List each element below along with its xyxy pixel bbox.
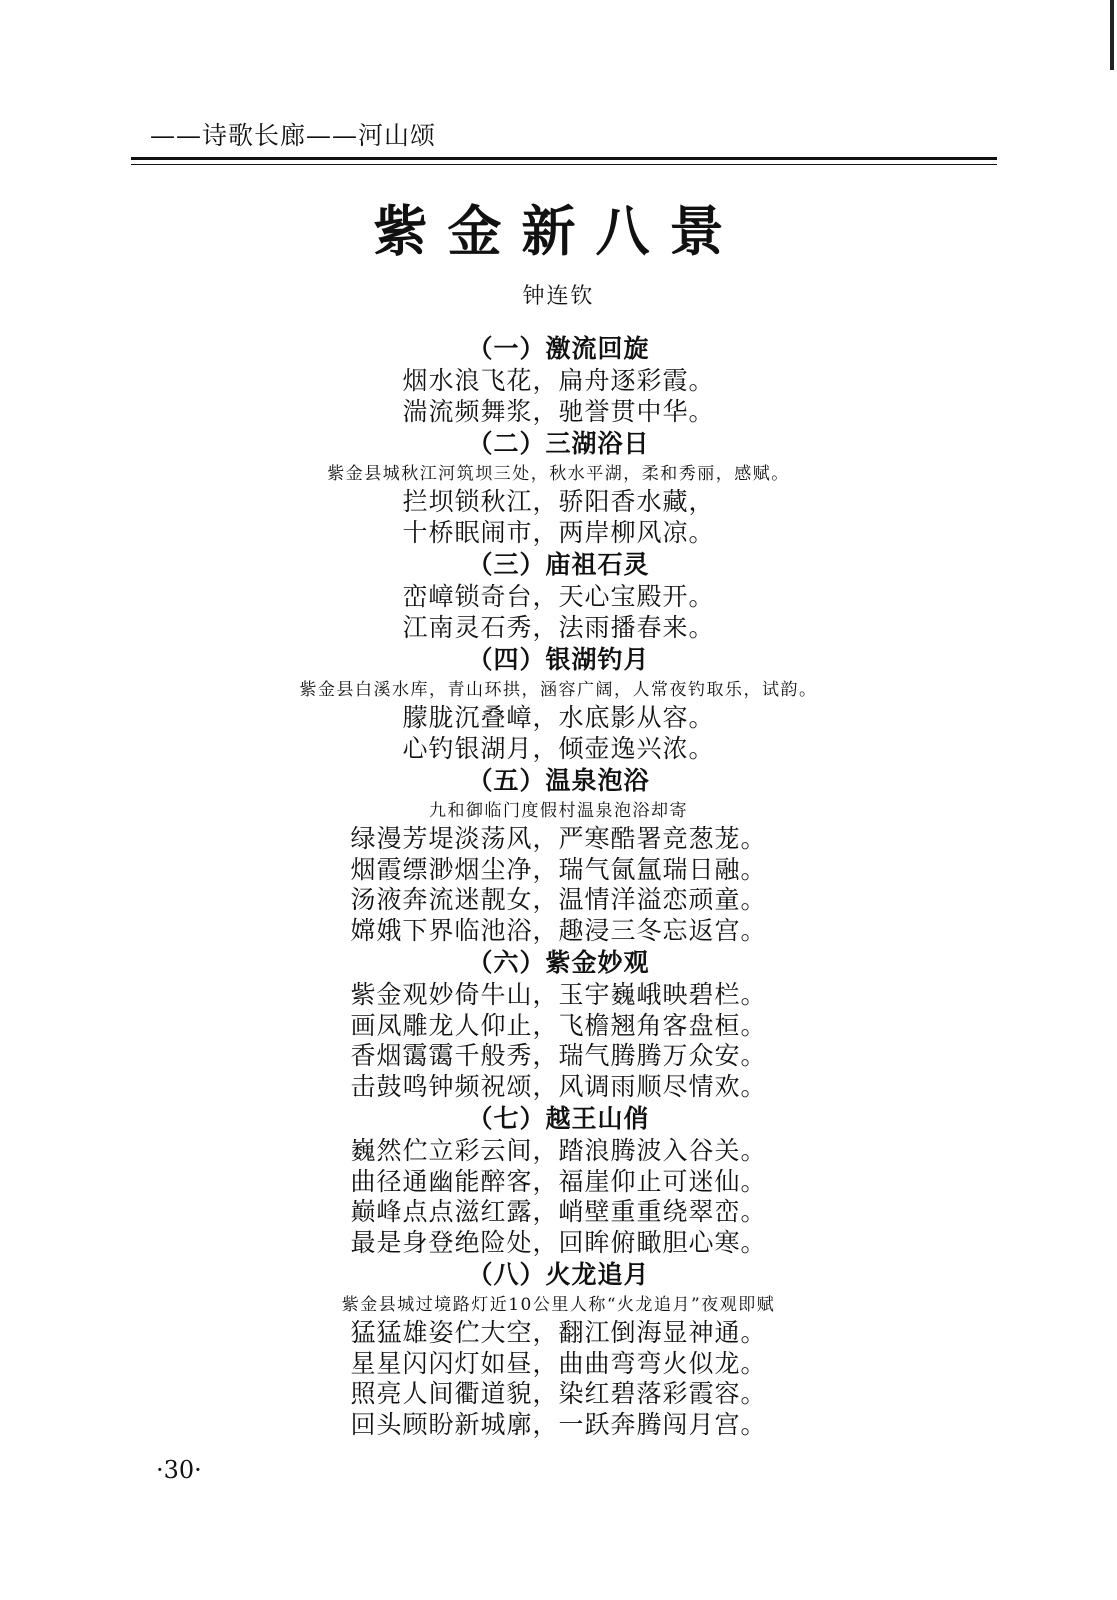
poem-section (0, 548, 1117, 643)
poem-section (0, 427, 1117, 548)
verse-line: 烟水浪飞花，扁舟逐彩霞。 (402, 366, 715, 395)
poem-section (0, 1102, 1117, 1258)
verse-line: 江南灵石秀，法雨播春来。 (402, 612, 715, 642)
verse-line: 最是身登绝险处，回眸俯瞰胆心寒。 (350, 1227, 767, 1257)
verse-line: 绿漫芳堤淡荡风，严寒酷署竞葱茏。 (350, 824, 767, 853)
running-head: ——诗歌长廊——河山颂 (150, 121, 437, 150)
verse-line: 拦坝锁秋江，骄阳香水藏， (402, 487, 715, 516)
verse-line: 照亮人间衢道貌，染红碧落彩霞容。 (350, 1379, 767, 1408)
section-note: 紫金县城过境路灯近10公里人称“火龙追月”夜观即赋 (341, 1295, 776, 1315)
verse-line: 紫金观妙倚牛山，玉宇巍峨映碧栏。 (350, 980, 767, 1009)
verse-line: 巅峰点点滋红露，峭壁重重绕翠峦。 (350, 1197, 767, 1226)
poem-section (0, 332, 1117, 427)
verse-line: 汤液奔流迷靓女，温情洋溢恋顽童。 (350, 885, 767, 914)
page-number: ·30· (156, 1456, 202, 1484)
verse-line: 画凤雕龙人仰止，飞檐翘角客盘桓。 (350, 1010, 767, 1040)
verse-line: 湍流频舞浆，驰誉贯中华。 (402, 396, 715, 426)
verse-line: 击鼓鸣钟频祝颂，风调雨顺尽情欢。 (350, 1071, 767, 1101)
section-heading: （一）激流回旋 (467, 334, 650, 363)
verse-line: 香烟霭霭千般秀，瑞气腾腾万众安。 (350, 1041, 767, 1070)
section-heading: （七）越王山俏 (467, 1104, 650, 1133)
verse-line: 峦嶂锁奇台，天心宝殿开。 (402, 582, 715, 611)
poem-section (0, 764, 1117, 946)
section-heading: （五）温泉泡浴 (467, 766, 650, 795)
verse-line: 巍然伫立彩云间，踏浪腾波入谷关。 (350, 1136, 767, 1165)
scan-edge-mark (1110, 0, 1114, 70)
section-note: 紫金县白溪水库，青山环拱，涵容广阔，人常夜钓取乐，试韵。 (299, 680, 818, 700)
section-heading: （六）紫金妙观 (467, 948, 650, 977)
verse-line: 心钓银湖月，倾壶逸兴浓。 (402, 733, 715, 763)
section-heading: （二）三湖浴日 (467, 429, 650, 458)
section-note: 紫金县城秋江河筑坝三处，秋水平湖，柔和秀丽，感赋。 (327, 464, 790, 484)
verse-line: 曲径通幽能醉客，福崖仰止可迷仙。 (350, 1166, 767, 1196)
header-rule-thick (131, 157, 997, 160)
poem-section (0, 1258, 1117, 1440)
poem-body (0, 332, 1117, 1440)
section-heading: （三）庙祖石灵 (467, 550, 650, 579)
verse-line: 嫦娥下界临池浴，趣浸三冬忘返宫。 (350, 915, 767, 945)
section-heading: （四）银湖钓月 (467, 645, 650, 674)
verse-line: 回头顾盼新城廓，一跃奔腾闯月宫。 (350, 1409, 767, 1439)
verse-line: 猛猛雄姿伫大空，翻江倒海显神通。 (350, 1318, 767, 1347)
verse-line: 朦胧沉叠嶂，水底影从容。 (402, 703, 715, 732)
author-name: 钟连钦 (522, 284, 595, 309)
poem-title: 紫金新八景 (373, 200, 744, 263)
verse-line: 烟霞缥渺烟尘净，瑞气氤氲瑞日融。 (350, 854, 767, 884)
verse-line: 星星闪闪灯如昼，曲曲弯弯火似龙。 (350, 1348, 767, 1378)
poem-section (0, 643, 1117, 764)
verse-line: 十桥眠闹市，两岸柳风凉。 (402, 517, 715, 547)
header-rule-thin (131, 164, 997, 165)
section-heading: （八）火龙追月 (467, 1260, 650, 1289)
poem-section (0, 946, 1117, 1102)
section-note: 九和御临门度假村温泉泡浴却寄 (429, 801, 688, 821)
